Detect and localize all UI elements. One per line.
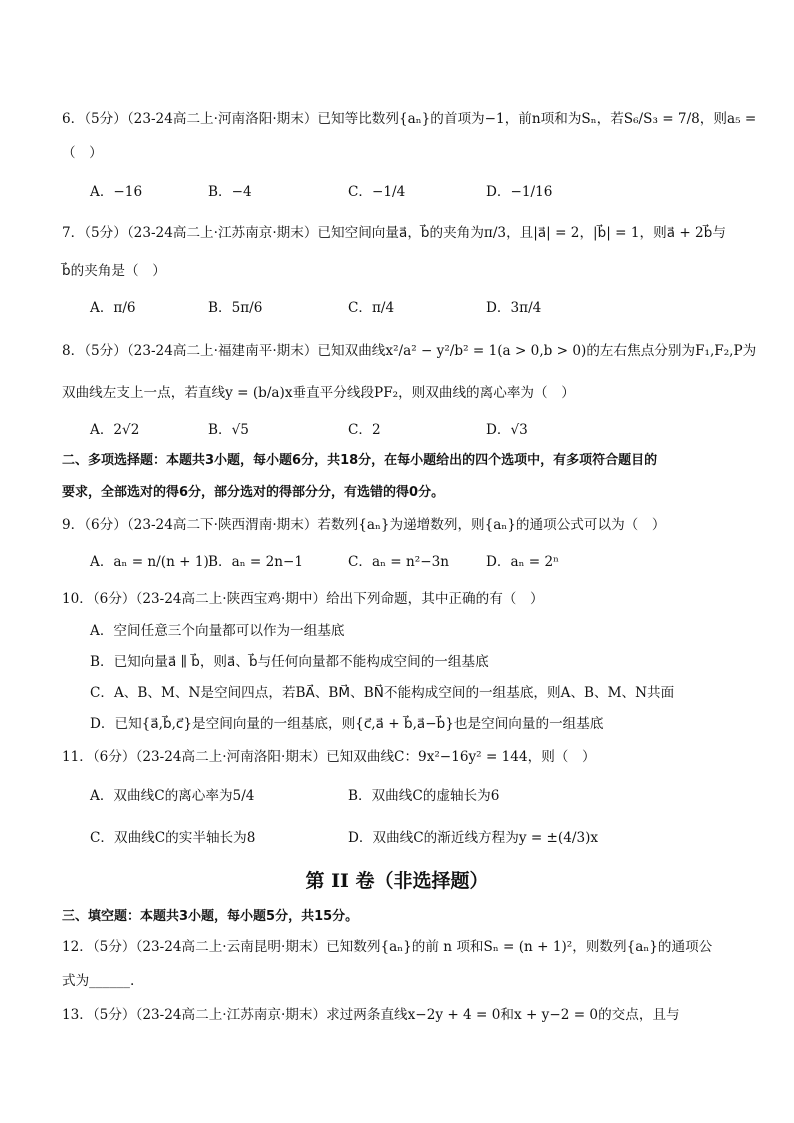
q10-stem-line1: 10．（6分）（23-24高二上·陕西宝鸡·期中）给出下列命题，其中正确的有（ ） — [62, 591, 544, 607]
q7-option-d: D．3π/4 — [486, 300, 542, 316]
q11-stem-line1: 11．（6分）（23-24高二上·河南洛阳·期末）已知双曲线C：9x²−16y² = 144，则（ ） — [62, 749, 596, 765]
q8-option-c: C．2 — [348, 422, 381, 438]
q11-option-c: C．双曲线C的实半轴长为8 — [90, 830, 256, 846]
q12-stem-line2: 式为______. — [62, 973, 135, 989]
q7-options — [90, 296, 730, 320]
q6-options — [90, 180, 730, 204]
section2-line1: 二、多项选择题：本题共3小题，每小题6分，共18分，在每小题给出的四个选项中，有多项符合题目的 — [62, 453, 658, 468]
q7-option-a: A．π/6 — [90, 300, 136, 316]
q11-options-row2 — [90, 826, 730, 850]
q13-stem-line1: 13．（5分）（23-24高二上·江苏南京·期末）求过两条直线x−2y + 4 = 0和x + y−2 = 0的交点，且与 — [62, 1007, 680, 1023]
q6-option-b: B．−4 — [208, 184, 252, 200]
q6-option-a: A．−16 — [90, 184, 143, 200]
q6-stem-line1: 6．（5分）（23-24高二上·河南洛阳·期末）已知等比数列{aₙ}的首项为−1，前n项和为Sₙ，若S₆/S₃ = 7/8，则a₅ = — [62, 111, 757, 127]
part2-title: 第 II 卷（非选择题） — [305, 870, 489, 892]
q9-option-d: D．aₙ = 2ⁿ — [486, 554, 560, 570]
q10-option-b: B．已知向量a⃗ ∥ b⃗，则a⃗、b⃗与任何向量都不能构成空间的一组基底 — [90, 654, 489, 670]
q8-option-d: D．√3 — [486, 422, 528, 438]
q10-option-a: A．空间任意三个向量都可以作为一组基底 — [90, 623, 345, 639]
q9-options — [90, 550, 730, 574]
q9-stem-line1: 9．（6分）（23-24高二下·陕西渭南·期末）若数列{aₙ}为递增数列，则{aₙ}的通项公式可以为（ ） — [62, 517, 666, 533]
section2-line2: 要求，全部选对的得6分，部分选对的得部分分，有选错的得0分。 — [62, 485, 445, 500]
q10-option-d: D．已知{a⃗,b⃗,c⃗}是空间向量的一组基底，则{c⃗,a⃗ + b⃗,a⃗−b⃗}也是空间向量的一组基底 — [90, 716, 604, 732]
q6-stem-line2: （ ） — [62, 145, 103, 161]
section3-header: 三、填空题：本题共3小题，每小题5分，共15分。 — [62, 909, 359, 924]
q9-option-b: B．aₙ = 2n−1 — [208, 554, 304, 570]
q8-option-b: B．√5 — [208, 422, 249, 438]
q8-stem-line2: 双曲线左支上一点，若直线y = (b/a)x垂直平分线段PF₂，则双曲线的离心率为（ ） — [62, 385, 575, 401]
q8-stem-line1: 8．（5分）（23-24高二上·福建南平·期末）已知双曲线x²/a² − y²/b² = 1(a > 0,b > 0)的左右焦点分别为F₁,F₂,P为 — [62, 343, 757, 359]
q9-option-c: C．aₙ = n²−3n — [348, 554, 450, 570]
q10-option-c: C．A、B、M、N是空间四点，若BA⃗、BM⃗、BN⃗不能构成空间的一组基底，则A、B、M、N共面 — [90, 685, 675, 701]
q7-option-c: C．π/4 — [348, 300, 395, 316]
q7-option-b: B．5π/6 — [208, 300, 263, 316]
q9-option-a: A．aₙ = n/(n + 1) — [90, 554, 209, 570]
q11-options-row1 — [90, 784, 730, 808]
q7-stem-line2: b⃗的夹角是（ ） — [62, 263, 166, 279]
q8-options — [90, 418, 730, 442]
q8-option-a: A．2√2 — [90, 422, 140, 438]
q11-option-b: B．双曲线C的虚轴长为6 — [348, 788, 500, 804]
q11-option-d: D．双曲线C的渐近线方程为y = ±(4/3)x — [348, 830, 599, 846]
q6-option-d: D．−1/16 — [486, 184, 553, 200]
q12-stem-line1: 12．（5分）（23-24高二上·云南昆明·期末）已知数列{aₙ}的前 n 项和Sₙ = (n + 1)²，则数列{aₙ}的通项公 — [62, 939, 713, 955]
q11-option-a: A．双曲线C的离心率为5/4 — [90, 788, 255, 804]
q6-option-c: C．−1/4 — [348, 184, 406, 200]
q7-stem-line1: 7．（5分）（23-24高二上·江苏南京·期末）已知空间向量a⃗，b⃗的夹角为π/3，且|a⃗| = 2，|b⃗| = 1，则a⃗ + 2b⃗与 — [62, 225, 726, 241]
